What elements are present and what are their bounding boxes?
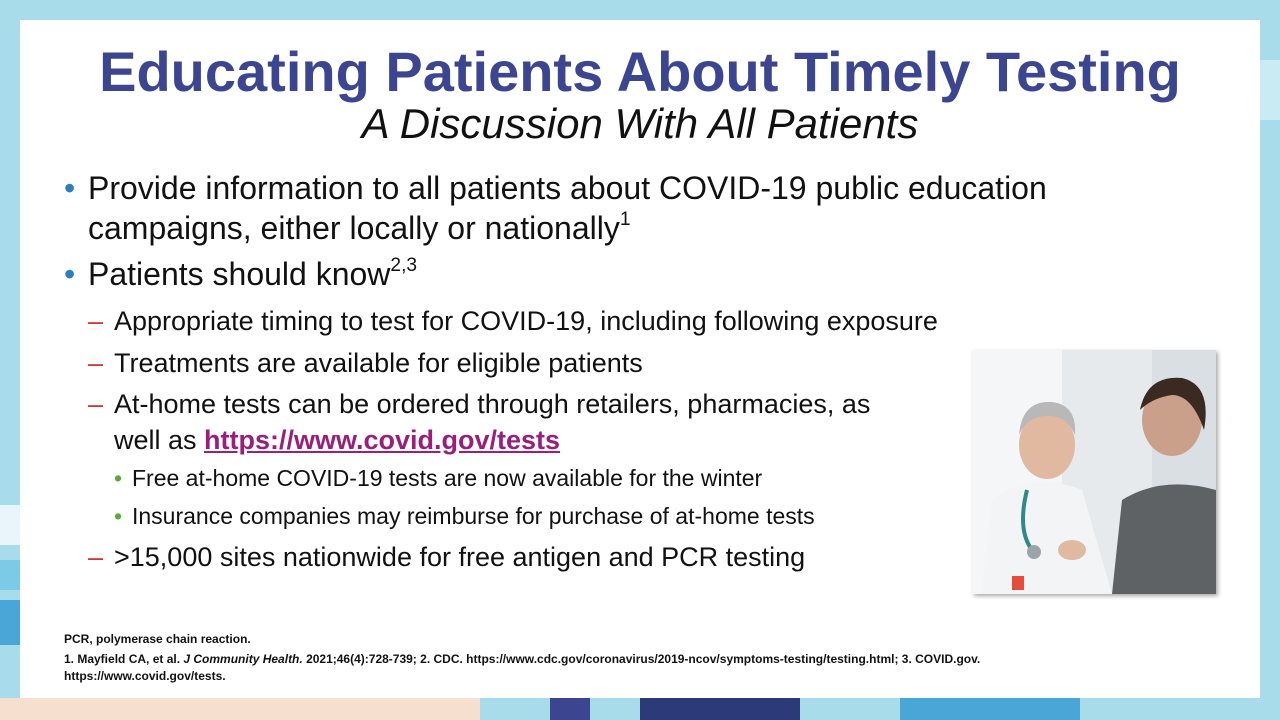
slide-subtitle: A Discussion With All Patients bbox=[361, 100, 919, 147]
bg-block-left-3 bbox=[0, 600, 20, 645]
dash-icon: – bbox=[88, 306, 104, 336]
sub-sub-bullet-text: Insurance companies may reimburse for purchase of at-home tests bbox=[132, 503, 815, 529]
bg-block-left-1 bbox=[0, 505, 20, 545]
sub-bullet-timing bbox=[64, 302, 1214, 340]
sub-sub-bullet-text: Free at-home COVID-19 tests are now available for the winter bbox=[132, 465, 763, 491]
doctor-consultation-photo bbox=[972, 350, 1216, 594]
bg-block-bottom-2 bbox=[550, 698, 590, 720]
bullet-dot-icon: • bbox=[64, 170, 76, 206]
citation-sup: 1 bbox=[619, 209, 631, 231]
bullet-dot-icon: • bbox=[64, 256, 76, 292]
sub-bullet-sites bbox=[64, 538, 1014, 576]
bullet-dot-icon: • bbox=[114, 503, 123, 529]
bg-block-left-2 bbox=[0, 560, 20, 590]
dash-icon: – bbox=[88, 542, 104, 572]
sub-bullet-treatments bbox=[64, 344, 954, 382]
sub-bullet-text: >15,000 sites nationwide for free antigen and PCR testing bbox=[114, 542, 806, 572]
bullet-text: Patients should know bbox=[88, 256, 391, 292]
footnote-references bbox=[64, 651, 1234, 668]
photo-illustration bbox=[972, 350, 1216, 594]
sub-bullet-text: Treatments are available for eligible patients bbox=[114, 348, 643, 378]
dash-icon: – bbox=[88, 389, 104, 419]
bullet-text: Provide information to all patients about COVID-19 public education campaigns, either locally or nationally bbox=[88, 170, 1047, 246]
reference-part-b: 2021;46(4):728-739; 2. CDC. https://www.cdc.gov/coronavirus/2019-ncov/symptoms-testing/testing.html; 3. COVID.gov. bbox=[302, 652, 981, 666]
bullet-dot-icon: • bbox=[114, 465, 123, 491]
citation-sup: 2,3 bbox=[390, 255, 418, 277]
bg-block-bottom-1 bbox=[0, 698, 480, 720]
reference-part-a: 1. Mayfield CA, et al. bbox=[64, 652, 184, 666]
slide-title: Educating Patients About Timely Testing bbox=[99, 40, 1181, 103]
reference-journal: J Community Health. bbox=[183, 652, 303, 666]
bullet-provide-information bbox=[64, 168, 1214, 248]
footnote-references-cont: https://www.covid.gov/tests. bbox=[64, 669, 226, 683]
covid-tests-link[interactable]: https://www.covid.gov/tests bbox=[204, 425, 561, 455]
bullet-patients-should-know bbox=[64, 254, 1214, 294]
sub-bullet-text: Appropriate timing to test for COVID-19, including following exposure bbox=[114, 306, 938, 336]
sub-bullet-at-home-tests bbox=[64, 386, 874, 458]
bg-block-bottom-4 bbox=[900, 698, 1080, 720]
bg-block-bottom-3 bbox=[640, 698, 800, 720]
sub-bullet-text: At-home tests can be ordered through retailers, pharmacies, as well as bbox=[114, 389, 871, 455]
footnote-abbreviation: PCR, polymerase chain reaction. bbox=[64, 632, 251, 646]
dash-icon: – bbox=[88, 348, 104, 378]
